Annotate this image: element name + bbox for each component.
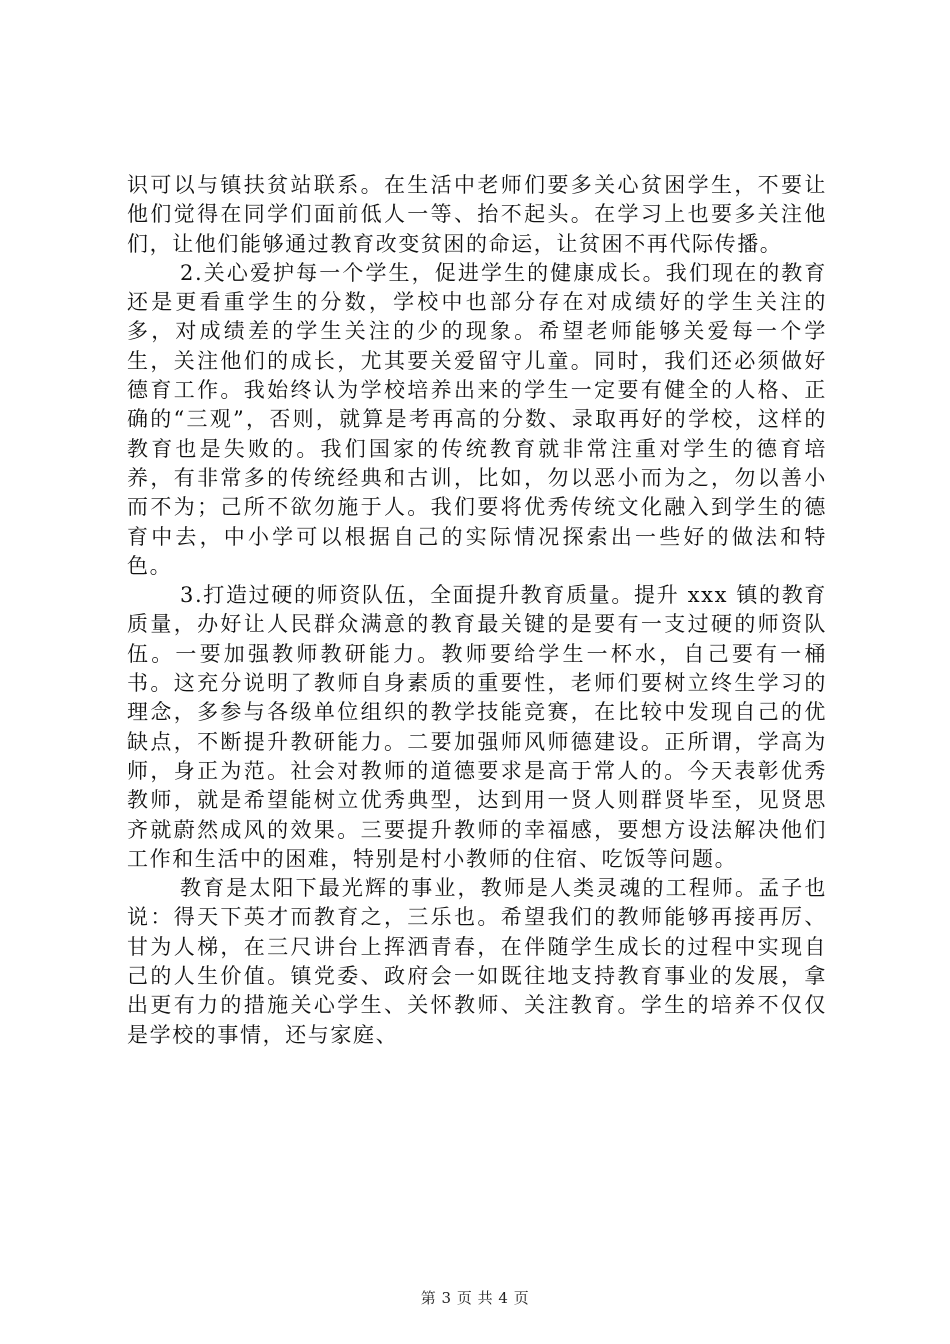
paragraph-4: 教育是太阳下最光辉的事业，教师是人类灵魂的工程师。孟子也说：得天下英才而教育之，三乐也。希望我们的教师能够再接再厉、甘为人梯，在三尺讲台上挥洒青春，在伴随学生成长的过程中实现自己的人生价值。镇党委、政府会一如既往地支持教育事业的发展，拿出更有力的措施关心学生、关怀教师、关注教育。学生的培养不仅仅是学校的事情，还与家庭、: [127, 876, 827, 1047]
page-number-footer: 第 3 页 共 4 页: [420, 1289, 530, 1307]
document-body: [127, 171, 827, 1050]
paragraph-3: 3.打造过硬的师资队伍，全面提升教育质量。提升 xxx 镇的教育质量，办好让人民群众满意的教育最关键的是要有一支过硬的师资队伍。一要加强教师教研能力。教师要给学生一杯水，自己要有一桶书。这充分说明了教师自身素质的重要性，老师们要树立终生学习的理念，多参与各级单位组织的教学技能竞赛，在比较中发现自己的优缺点，不断提升教研能力。二要加强师风师德建设。正所谓，学高为师，身正为范。社会对教师的道德要求是高于常人的。今天表彰优秀教师，就是希望能树立优秀典型，达到用一贤人则群贤毕至，见贤思齐就蔚然成风的效果。三要提升教师的幸福感，要想方设法解决他们工作和生活中的困难，特别是村小教师的住宿、吃饭等问题。: [127, 583, 827, 871]
paragraph-2: 2.关心爱护每一个学生，促进学生的健康成长。我们现在的教育还是更看重学生的分数，学校中也部分存在对成绩好的学生关注的多，对成绩差的学生关注的少的现象。希望老师能够关爱每一个学生，关注他们的成长，尤其要关爱留守儿童。同时，我们还必须做好德育工作。我始终认为学校培养出来的学生一定要有健全的人格、正确的“三观”，否则，就算是考再高的分数、录取再好的学校，这样的教育也是失败的。我们国家的传统教育就非常注重对学生的德育培养，有非常多的传统经典和古训，比如，勿以恶小而为之，勿以善小而不为；己所不欲勿施于人。我们要将优秀传统文化融入到学生的德育中去，中小学可以根据自己的实际情况探索出一些好的做法和特色。: [127, 260, 827, 578]
paragraph-1: 识可以与镇扶贫站联系。在生活中老师们要多关心贫困学生，不要让他们觉得在同学们面前低人一等、抬不起头。在学习上也要多关注他们，让他们能够通过教育改变贫困的命运，让贫困不再代际传播。: [127, 173, 827, 256]
